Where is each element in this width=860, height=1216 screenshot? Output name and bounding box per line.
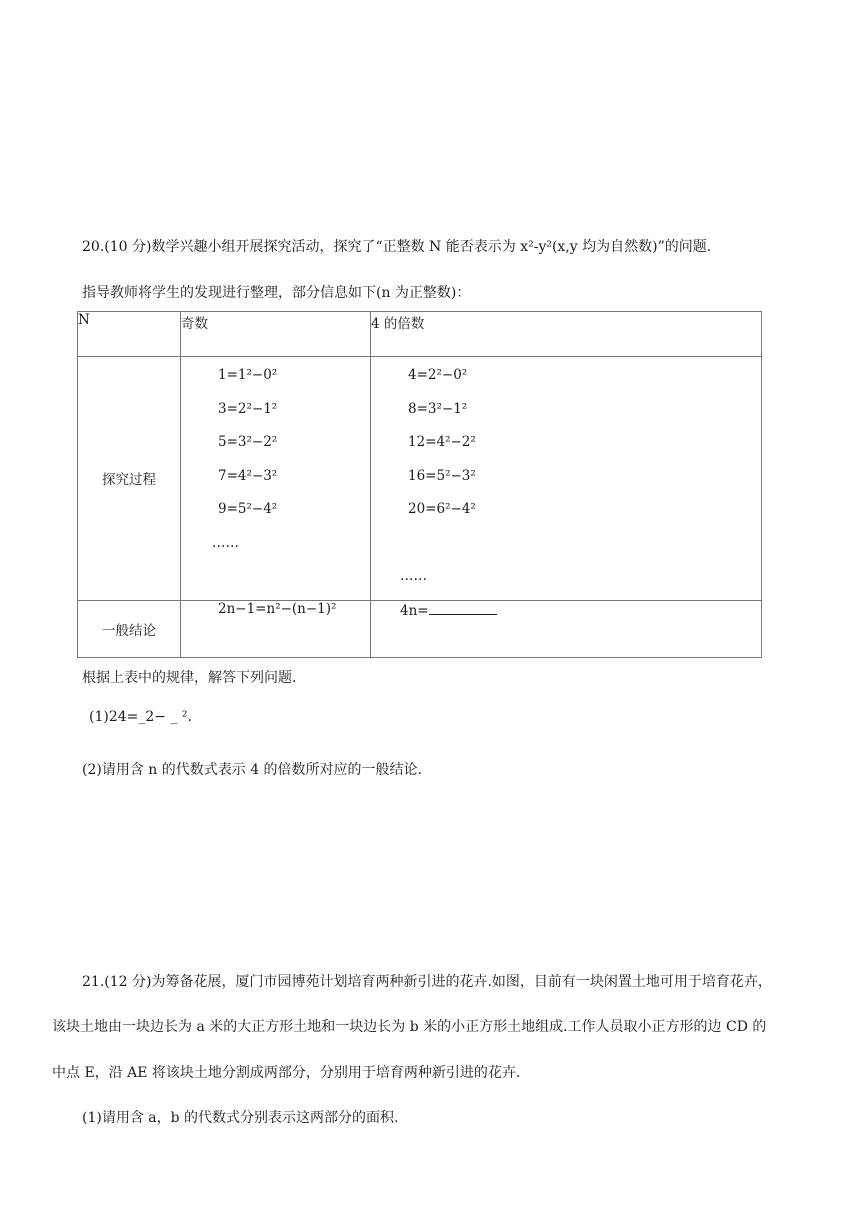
- header-odd: 奇数: [181, 312, 371, 357]
- q20-intro: 20.(10 分)数学兴趣小组开展探究活动，探究了“正整数 N 能否表示为 x²-y²(x,y 均为自然数)”的问题.: [82, 239, 712, 255]
- mult4-eq: 8=3²−1²: [408, 400, 468, 417]
- answer-blank[interactable]: [429, 601, 497, 615]
- q20-part2: (2)请用含 n 的代数式表示 4 的倍数所对应的一般结论.: [82, 762, 423, 778]
- row-label-process: 探究过程: [78, 357, 181, 601]
- table-row-conclusion: [78, 600, 762, 657]
- odd-ellipsis: ……: [212, 534, 239, 551]
- table-row-process: [78, 357, 762, 601]
- odd-eq: 1=1²−0²: [218, 367, 278, 383]
- mult4-eq: 12=4²−2²: [408, 434, 476, 450]
- row-label-conclusion: 一般结论: [78, 600, 181, 657]
- table-header-row: [78, 312, 762, 357]
- exploration-table: [77, 311, 762, 658]
- mult4-eq: 20=6²−4²: [408, 501, 476, 517]
- odd-eq: 9=5²−4²: [218, 501, 278, 517]
- q20-after: 根据上表中的规律，解答下列问题.: [82, 670, 297, 686]
- q20-part1: (1)24=_2− _ ².: [89, 709, 192, 725]
- mult4-eq: 4=2²−0²: [408, 367, 468, 383]
- header-mult4: 4 的倍数: [371, 312, 762, 357]
- q21-line2: 该块土地由一块边长为 a 米的大正方形土地和一块边长为 b 米的小正方形土地组成.工作人员取小正方形的边 CD 的: [52, 1019, 767, 1035]
- odd-conclusion: 2n−1=n²−(n−1)²: [181, 600, 371, 657]
- odd-eq: 5=3²−2²: [218, 434, 278, 450]
- odd-examples: [181, 357, 371, 601]
- mult4-examples: [371, 357, 762, 601]
- odd-eq: 7=4²−3²: [218, 467, 278, 484]
- q21-part1: (1)请用含 a，b 的代数式分别表示这两部分的面积.: [82, 1110, 399, 1126]
- odd-eq: 3=2²−1²: [218, 400, 278, 417]
- mult4-ellipsis: ……: [400, 568, 427, 584]
- mult4-eq: 16=5²−3²: [408, 467, 476, 484]
- q20-guide: 指导教师将学生的发现进行整理，部分信息如下(n 为正整数)：: [82, 285, 471, 301]
- mult4-conclusion-cell: [371, 600, 762, 657]
- mult4-spacer: [408, 533, 761, 567]
- q21-line1: 21.(12 分)为筹备花展，厦门市园博苑计划培育两种新引进的花卉.如图，目前有一块闲置土地可用于培育花卉，: [82, 974, 772, 990]
- mult4-conclusion: 4n=: [400, 602, 429, 619]
- q21-line3: 中点 E，沿 AE 将该块土地分割成两部分，分别用于培育两种新引进的花卉.: [52, 1065, 521, 1081]
- header-n: N: [78, 312, 181, 357]
